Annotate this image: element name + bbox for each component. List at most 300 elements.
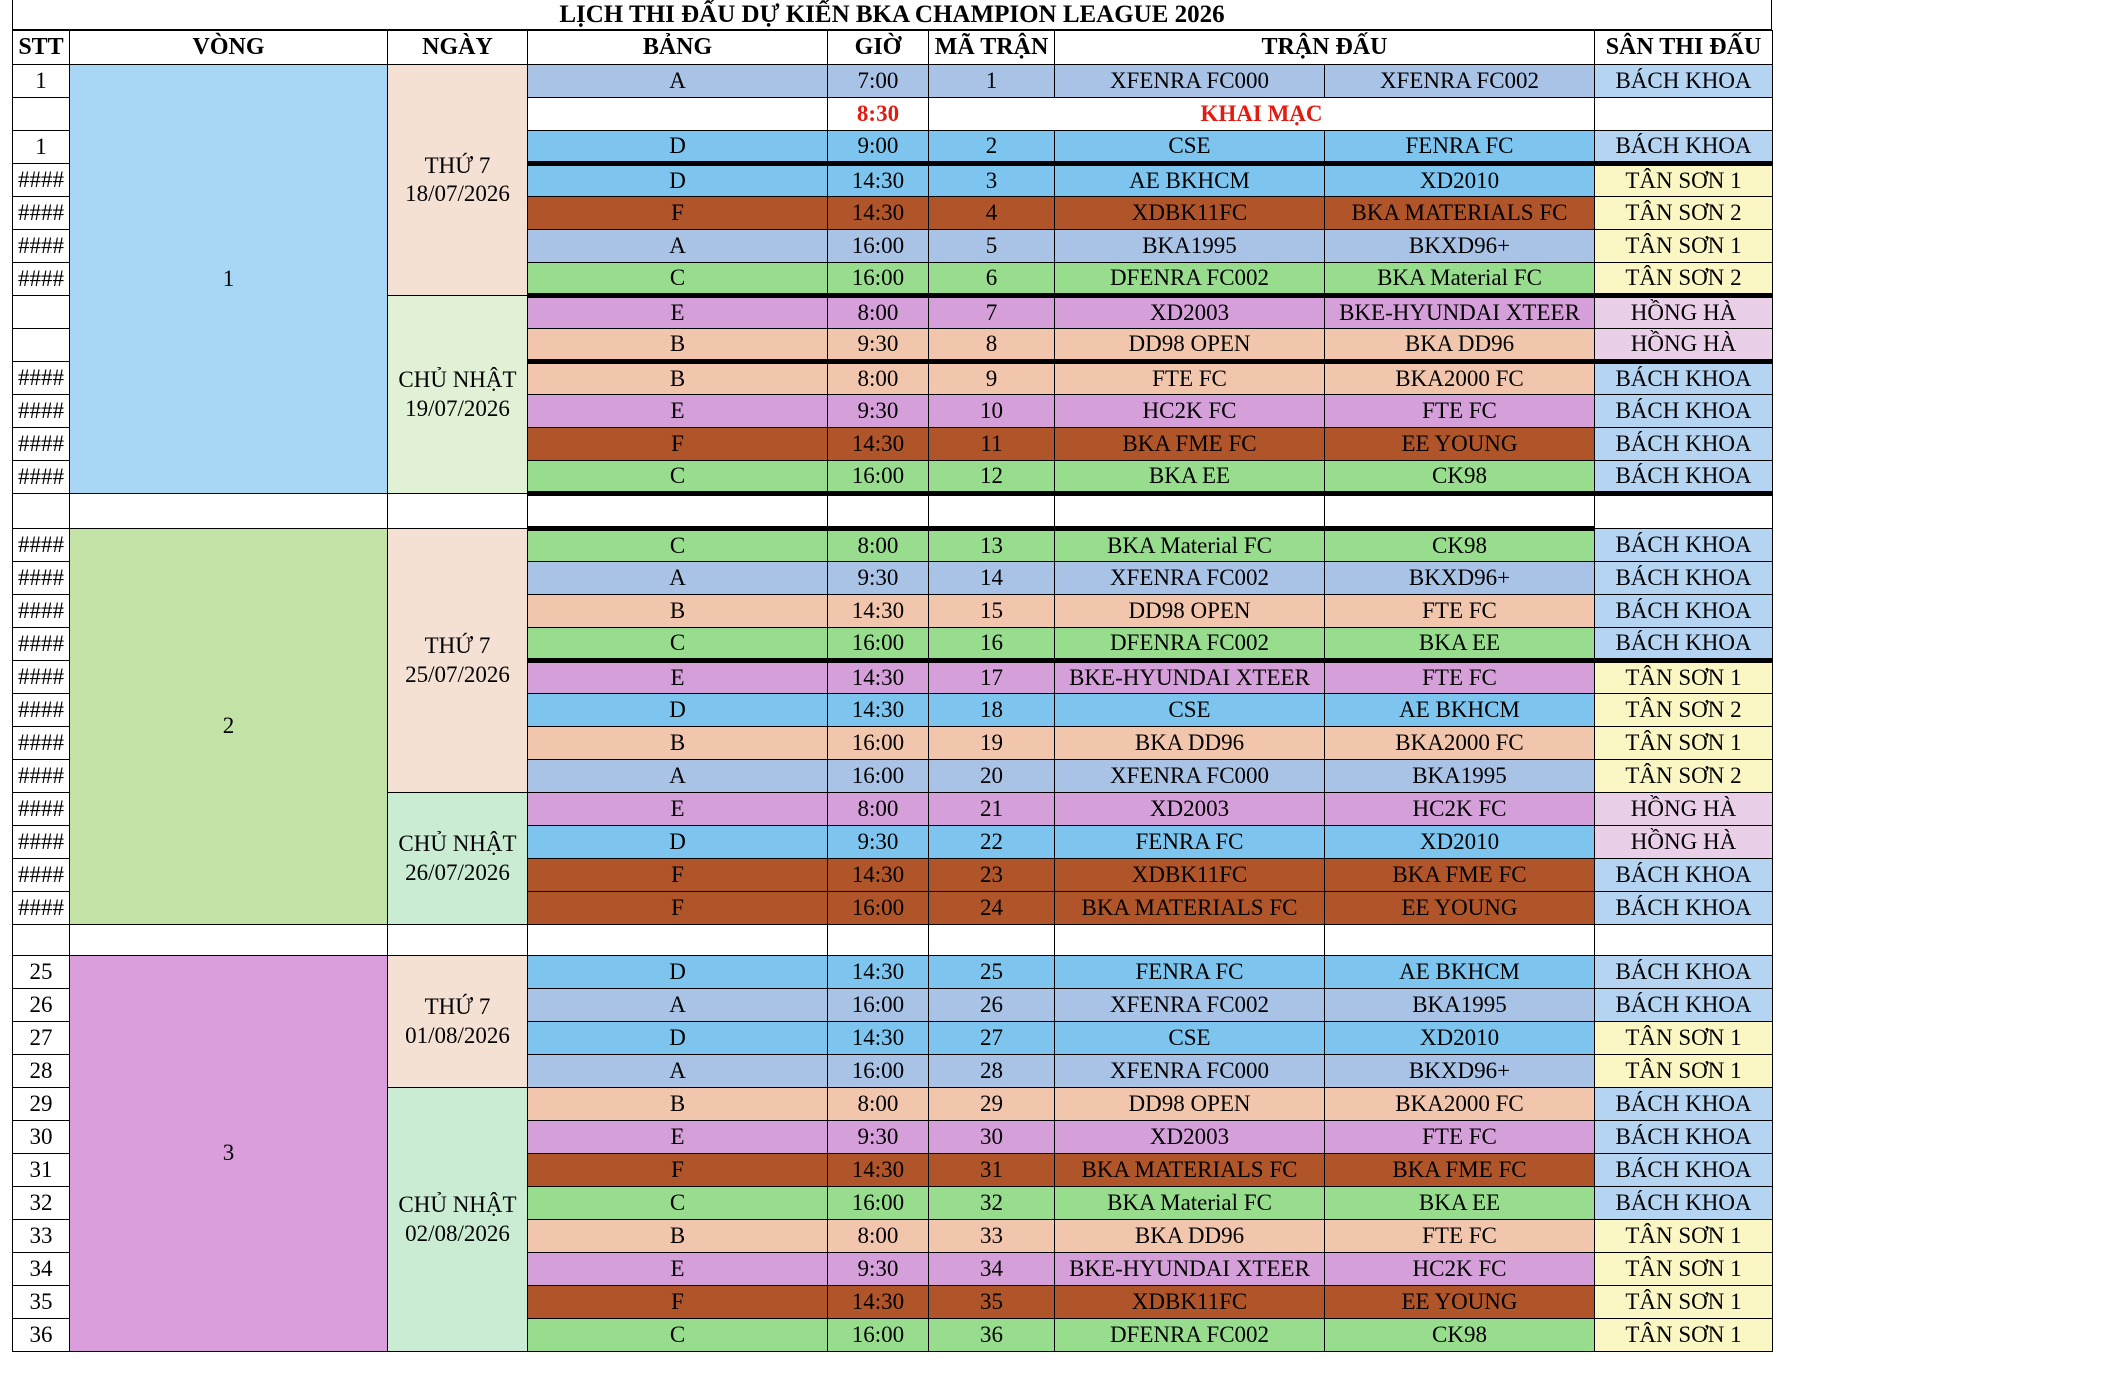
stt-cell: #### bbox=[13, 197, 70, 230]
home-team-cell: DD98 OPEN bbox=[1055, 595, 1325, 628]
home-team-cell: BKA MATERIALS FC bbox=[1055, 1154, 1325, 1187]
time-cell: 14:30 bbox=[828, 956, 929, 989]
group-cell: B bbox=[528, 595, 828, 628]
group-cell bbox=[528, 98, 828, 131]
home-team-cell: BKA DD96 bbox=[1055, 1220, 1325, 1253]
stt-cell: 36 bbox=[13, 1319, 70, 1352]
stt-cell: 31 bbox=[13, 1154, 70, 1187]
header-stt: STT bbox=[13, 31, 70, 65]
home-team-cell: BKA FME FC bbox=[1055, 428, 1325, 461]
stt-cell: 35 bbox=[13, 1286, 70, 1319]
away-team-cell: BKA2000 FC bbox=[1325, 1088, 1595, 1121]
venue-cell: BÁCH KHOA bbox=[1595, 1088, 1773, 1121]
away-team-cell: HC2K FC bbox=[1325, 1253, 1595, 1286]
match-id-cell: 26 bbox=[929, 989, 1055, 1022]
home-team-cell: BKA DD96 bbox=[1055, 727, 1325, 760]
stt-cell: #### bbox=[13, 892, 70, 925]
date-value: 18/07/2026 bbox=[405, 181, 510, 206]
match-id-cell: 2 bbox=[929, 131, 1055, 164]
time-cell: 14:30 bbox=[828, 1286, 929, 1319]
group-cell: C bbox=[528, 1187, 828, 1220]
stt-cell: #### bbox=[13, 230, 70, 263]
away-team-cell: FTE FC bbox=[1325, 661, 1595, 694]
group-cell: E bbox=[528, 296, 828, 329]
stt-cell bbox=[13, 98, 70, 131]
home-team-cell: XD2003 bbox=[1055, 296, 1325, 329]
stt-cell: #### bbox=[13, 727, 70, 760]
venue-cell: TÂN SƠN 1 bbox=[1595, 1319, 1773, 1352]
home-team-cell: XFENRA FC002 bbox=[1055, 562, 1325, 595]
away-team-cell: BKA EE bbox=[1325, 628, 1595, 661]
group-cell: A bbox=[528, 562, 828, 595]
time-cell: 16:00 bbox=[828, 1055, 929, 1088]
stt-cell: 1 bbox=[13, 131, 70, 164]
venue-cell: TÂN SƠN 2 bbox=[1595, 197, 1773, 230]
group-cell: C bbox=[528, 461, 828, 494]
venue-cell: BÁCH KHOA bbox=[1595, 892, 1773, 925]
time-cell: 14:30 bbox=[828, 661, 929, 694]
empty-cell bbox=[1595, 925, 1773, 956]
group-cell: A bbox=[528, 1055, 828, 1088]
date-value: 25/07/2026 bbox=[405, 661, 510, 687]
time-cell: 14:30 bbox=[828, 1154, 929, 1187]
home-team-cell: XDBK11FC bbox=[1055, 1286, 1325, 1319]
group-cell: A bbox=[528, 65, 828, 98]
home-team-cell: XD2003 bbox=[1055, 793, 1325, 826]
match-id-cell: 6 bbox=[929, 263, 1055, 296]
header-group: BẢNG bbox=[528, 31, 828, 65]
stt-cell: #### bbox=[13, 362, 70, 395]
time-cell: 7:00 bbox=[828, 65, 929, 98]
venue-cell: TÂN SƠN 1 bbox=[1595, 1253, 1773, 1286]
home-team-cell: XD2003 bbox=[1055, 1121, 1325, 1154]
away-team-cell: XD2010 bbox=[1325, 826, 1595, 859]
away-team-cell: AE BKHCM bbox=[1325, 956, 1595, 989]
empty-cell bbox=[528, 925, 828, 956]
venue-cell: BÁCH KHOA bbox=[1595, 1121, 1773, 1154]
empty-cell bbox=[70, 925, 388, 956]
time-cell: 8:00 bbox=[828, 793, 929, 826]
match-id-cell: 12 bbox=[929, 461, 1055, 494]
time-cell: 9:00 bbox=[828, 131, 929, 164]
round-cell: 2 bbox=[70, 529, 388, 925]
time-cell: 16:00 bbox=[828, 727, 929, 760]
stt-cell: #### bbox=[13, 562, 70, 595]
schedule-sheet bbox=[12, 0, 1772, 1394]
group-cell: D bbox=[528, 1022, 828, 1055]
away-team-cell: BKE-HYUNDAI XTEER bbox=[1325, 296, 1595, 329]
time-cell: 9:30 bbox=[828, 1253, 929, 1286]
empty-cell bbox=[929, 494, 1055, 529]
venue-cell: TÂN SƠN 1 bbox=[1595, 727, 1773, 760]
match-id-cell: 7 bbox=[929, 296, 1055, 329]
venue-cell: BÁCH KHOA bbox=[1595, 1187, 1773, 1220]
match-id-cell: 13 bbox=[929, 529, 1055, 562]
home-team-cell: DFENRA FC002 bbox=[1055, 1319, 1325, 1352]
empty-cell bbox=[1595, 494, 1773, 529]
group-cell: E bbox=[528, 661, 828, 694]
separator-row bbox=[13, 494, 1773, 529]
match-id-cell: 31 bbox=[929, 1154, 1055, 1187]
empty-cell bbox=[528, 494, 828, 529]
match-id-cell: 15 bbox=[929, 595, 1055, 628]
venue-cell: BÁCH KHOA bbox=[1595, 362, 1773, 395]
venue-cell: TÂN SƠN 1 bbox=[1595, 1286, 1773, 1319]
empty-cell bbox=[1325, 494, 1595, 529]
date-weekday: CHỦ NHẬT bbox=[398, 367, 517, 393]
match-id-cell: 16 bbox=[929, 628, 1055, 661]
date-weekday: CHỦ NHẬT bbox=[398, 831, 517, 857]
group-cell: E bbox=[528, 395, 828, 428]
time-cell: 16:00 bbox=[828, 1319, 929, 1352]
home-team-cell: BKA1995 bbox=[1055, 230, 1325, 263]
match-id-cell: 22 bbox=[929, 826, 1055, 859]
match-id-cell: 8 bbox=[929, 329, 1055, 362]
stt-cell: 29 bbox=[13, 1088, 70, 1121]
group-cell: F bbox=[528, 428, 828, 461]
empty-cell bbox=[70, 494, 388, 529]
away-team-cell: BKA MATERIALS FC bbox=[1325, 197, 1595, 230]
match-id-cell: 33 bbox=[929, 1220, 1055, 1253]
home-team-cell: BKE-HYUNDAI XTEER bbox=[1055, 661, 1325, 694]
match-id-cell: 1 bbox=[929, 65, 1055, 98]
stt-cell: 26 bbox=[13, 989, 70, 1022]
schedule-table bbox=[12, 30, 1773, 1352]
time-cell: 9:30 bbox=[828, 329, 929, 362]
group-cell: F bbox=[528, 892, 828, 925]
group-cell: A bbox=[528, 760, 828, 793]
match-id-cell: 9 bbox=[929, 362, 1055, 395]
time-cell: 14:30 bbox=[828, 1022, 929, 1055]
time-cell: 9:30 bbox=[828, 1121, 929, 1154]
match-id-cell: 36 bbox=[929, 1319, 1055, 1352]
away-team-cell: BKXD96+ bbox=[1325, 230, 1595, 263]
time-cell: 9:30 bbox=[828, 395, 929, 428]
match-id-cell: 11 bbox=[929, 428, 1055, 461]
header-match-id: MÃ TRẬN bbox=[929, 31, 1055, 65]
time-cell: 8:00 bbox=[828, 362, 929, 395]
stt-cell: #### bbox=[13, 529, 70, 562]
group-cell: F bbox=[528, 1286, 828, 1319]
date-value: 26/07/2026 bbox=[405, 859, 510, 885]
home-team-cell: XFENRA FC002 bbox=[1055, 989, 1325, 1022]
date-cell bbox=[388, 1088, 528, 1352]
empty-cell bbox=[828, 925, 929, 956]
group-cell: A bbox=[528, 989, 828, 1022]
away-team-cell: BKA2000 FC bbox=[1325, 362, 1595, 395]
home-team-cell: XFENRA FC000 bbox=[1055, 760, 1325, 793]
stt-cell: #### bbox=[13, 694, 70, 727]
home-team-cell: XDBK11FC bbox=[1055, 859, 1325, 892]
stt-cell: 27 bbox=[13, 1022, 70, 1055]
venue-cell: BÁCH KHOA bbox=[1595, 428, 1773, 461]
opening-label: KHAI MẠC bbox=[929, 98, 1595, 131]
match-id-cell: 25 bbox=[929, 956, 1055, 989]
empty-cell bbox=[1325, 925, 1595, 956]
stt-cell: 25 bbox=[13, 956, 70, 989]
date-cell bbox=[388, 956, 528, 1088]
time-cell: 14:30 bbox=[828, 428, 929, 461]
venue-cell: TÂN SƠN 2 bbox=[1595, 694, 1773, 727]
away-team-cell: BKXD96+ bbox=[1325, 562, 1595, 595]
stt-cell: #### bbox=[13, 760, 70, 793]
venue-cell: BÁCH KHOA bbox=[1595, 989, 1773, 1022]
group-cell: C bbox=[528, 529, 828, 562]
venue-cell: TÂN SƠN 1 bbox=[1595, 230, 1773, 263]
time-cell: 16:00 bbox=[828, 461, 929, 494]
venue-cell: TÂN SƠN 2 bbox=[1595, 263, 1773, 296]
away-team-cell: BKXD96+ bbox=[1325, 1055, 1595, 1088]
time-cell: 8:00 bbox=[828, 1220, 929, 1253]
stt-cell: #### bbox=[13, 428, 70, 461]
stt-cell: #### bbox=[13, 461, 70, 494]
stt-cell bbox=[13, 329, 70, 362]
time-cell: 16:00 bbox=[828, 230, 929, 263]
match-id-cell: 28 bbox=[929, 1055, 1055, 1088]
away-team-cell: BKA2000 FC bbox=[1325, 727, 1595, 760]
stt-cell: 1 bbox=[13, 65, 70, 98]
away-team-cell: EE YOUNG bbox=[1325, 1286, 1595, 1319]
round-cell: 1 bbox=[70, 65, 388, 494]
separator-row bbox=[13, 925, 1773, 956]
venue-cell: TÂN SƠN 1 bbox=[1595, 1220, 1773, 1253]
venue-cell: BÁCH KHOA bbox=[1595, 65, 1773, 98]
empty-cell bbox=[388, 925, 528, 956]
away-team-cell: BKA FME FC bbox=[1325, 1154, 1595, 1187]
away-team-cell: BKA1995 bbox=[1325, 989, 1595, 1022]
match-id-cell: 24 bbox=[929, 892, 1055, 925]
time-cell: 16:00 bbox=[828, 1187, 929, 1220]
time-cell: 16:00 bbox=[828, 989, 929, 1022]
away-team-cell: XD2010 bbox=[1325, 164, 1595, 197]
away-team-cell: BKA DD96 bbox=[1325, 329, 1595, 362]
match-id-cell: 23 bbox=[929, 859, 1055, 892]
header-row bbox=[13, 31, 1773, 65]
away-team-cell: FTE FC bbox=[1325, 395, 1595, 428]
venue-cell: HỒNG HÀ bbox=[1595, 296, 1773, 329]
venue-cell: HỒNG HÀ bbox=[1595, 793, 1773, 826]
round-cell: 3 bbox=[70, 956, 388, 1352]
time-cell: 14:30 bbox=[828, 197, 929, 230]
schedule-body bbox=[13, 65, 1773, 1352]
stt-cell: #### bbox=[13, 164, 70, 197]
time-cell: 16:00 bbox=[828, 628, 929, 661]
group-cell: B bbox=[528, 1220, 828, 1253]
stt-cell: 32 bbox=[13, 1187, 70, 1220]
match-id-cell: 14 bbox=[929, 562, 1055, 595]
home-team-cell: FENRA FC bbox=[1055, 956, 1325, 989]
venue-cell: TÂN SƠN 2 bbox=[1595, 760, 1773, 793]
away-team-cell: BKA EE bbox=[1325, 1187, 1595, 1220]
match-id-cell: 3 bbox=[929, 164, 1055, 197]
home-team-cell: HC2K FC bbox=[1055, 395, 1325, 428]
date-cell bbox=[388, 296, 528, 494]
venue-cell: TÂN SƠN 1 bbox=[1595, 164, 1773, 197]
venue-cell: HỒNG HÀ bbox=[1595, 826, 1773, 859]
home-team-cell: DD98 OPEN bbox=[1055, 329, 1325, 362]
venue-cell: BÁCH KHOA bbox=[1595, 1154, 1773, 1187]
stt-cell: #### bbox=[13, 395, 70, 428]
venue-cell: BÁCH KHOA bbox=[1595, 461, 1773, 494]
match-id-cell: 17 bbox=[929, 661, 1055, 694]
home-team-cell: CSE bbox=[1055, 1022, 1325, 1055]
stt-cell: #### bbox=[13, 859, 70, 892]
group-cell: E bbox=[528, 1121, 828, 1154]
away-team-cell: CK98 bbox=[1325, 461, 1595, 494]
match-row bbox=[13, 956, 1773, 989]
match-id-cell: 21 bbox=[929, 793, 1055, 826]
empty-cell bbox=[1055, 925, 1325, 956]
match-row bbox=[13, 65, 1773, 98]
date-cell bbox=[388, 529, 528, 793]
group-cell: B bbox=[528, 362, 828, 395]
date-value: 19/07/2026 bbox=[405, 395, 510, 421]
group-cell: C bbox=[528, 1319, 828, 1352]
match-id-cell: 27 bbox=[929, 1022, 1055, 1055]
time-cell: 14:30 bbox=[828, 694, 929, 727]
stt-cell: 28 bbox=[13, 1055, 70, 1088]
group-cell: A bbox=[528, 230, 828, 263]
stt-cell: 33 bbox=[13, 1220, 70, 1253]
away-team-cell: FTE FC bbox=[1325, 1220, 1595, 1253]
match-id-cell: 19 bbox=[929, 727, 1055, 760]
venue-cell: HỒNG HÀ bbox=[1595, 329, 1773, 362]
home-team-cell: AE BKHCM bbox=[1055, 164, 1325, 197]
away-team-cell: XD2010 bbox=[1325, 1022, 1595, 1055]
empty-cell bbox=[929, 925, 1055, 956]
home-team-cell: XDBK11FC bbox=[1055, 197, 1325, 230]
time-cell: 14:30 bbox=[828, 595, 929, 628]
match-id-cell: 5 bbox=[929, 230, 1055, 263]
group-cell: D bbox=[528, 956, 828, 989]
home-team-cell: FENRA FC bbox=[1055, 826, 1325, 859]
empty-cell bbox=[388, 494, 528, 529]
venue-cell: TÂN SƠN 1 bbox=[1595, 1055, 1773, 1088]
home-team-cell: BKE-HYUNDAI XTEER bbox=[1055, 1253, 1325, 1286]
venue-cell bbox=[1595, 98, 1773, 131]
group-cell: E bbox=[528, 793, 828, 826]
group-cell: D bbox=[528, 826, 828, 859]
home-team-cell: DD98 OPEN bbox=[1055, 1088, 1325, 1121]
time-cell: 14:30 bbox=[828, 859, 929, 892]
time-cell: 8:00 bbox=[828, 1088, 929, 1121]
stt-cell: #### bbox=[13, 826, 70, 859]
group-cell: B bbox=[528, 727, 828, 760]
group-cell: D bbox=[528, 694, 828, 727]
stt-cell: #### bbox=[13, 661, 70, 694]
home-team-cell: XFENRA FC000 bbox=[1055, 65, 1325, 98]
away-team-cell: CK98 bbox=[1325, 529, 1595, 562]
match-id-cell: 10 bbox=[929, 395, 1055, 428]
home-team-cell: BKA Material FC bbox=[1055, 1187, 1325, 1220]
home-team-cell: BKA MATERIALS FC bbox=[1055, 892, 1325, 925]
home-team-cell: BKA EE bbox=[1055, 461, 1325, 494]
home-team-cell: XFENRA FC000 bbox=[1055, 1055, 1325, 1088]
stt-cell: #### bbox=[13, 595, 70, 628]
date-weekday: THỨ 7 bbox=[424, 633, 491, 659]
group-cell: F bbox=[528, 1154, 828, 1187]
match-id-cell: 34 bbox=[929, 1253, 1055, 1286]
away-team-cell: CK98 bbox=[1325, 1319, 1595, 1352]
venue-cell: BÁCH KHOA bbox=[1595, 131, 1773, 164]
time-cell: 9:30 bbox=[828, 826, 929, 859]
match-id-cell: 18 bbox=[929, 694, 1055, 727]
home-team-cell: FTE FC bbox=[1055, 362, 1325, 395]
match-row bbox=[13, 529, 1773, 562]
header-date: NGÀY bbox=[388, 31, 528, 65]
date-weekday: THỨ 7 bbox=[424, 994, 491, 1020]
stt-cell bbox=[13, 296, 70, 329]
group-cell: E bbox=[528, 1253, 828, 1286]
time-cell: 9:30 bbox=[828, 562, 929, 595]
date-value: 01/08/2026 bbox=[405, 1022, 510, 1048]
header-venue: SÂN THI ĐẤU bbox=[1595, 31, 1773, 65]
away-team-cell: EE YOUNG bbox=[1325, 892, 1595, 925]
venue-cell: BÁCH KHOA bbox=[1595, 395, 1773, 428]
sheet-title: LỊCH THI ĐẤU DỰ KIẾN BKA CHAMPION LEAGUE 2026 bbox=[12, 0, 1772, 30]
empty-cell bbox=[13, 494, 70, 529]
time-cell: 16:00 bbox=[828, 760, 929, 793]
venue-cell: BÁCH KHOA bbox=[1595, 859, 1773, 892]
header-time: GIỜ bbox=[828, 31, 929, 65]
away-team-cell: EE YOUNG bbox=[1325, 428, 1595, 461]
stt-cell: 30 bbox=[13, 1121, 70, 1154]
away-team-cell: FTE FC bbox=[1325, 1121, 1595, 1154]
home-team-cell: DFENRA FC002 bbox=[1055, 263, 1325, 296]
empty-cell bbox=[828, 494, 929, 529]
venue-cell: BÁCH KHOA bbox=[1595, 628, 1773, 661]
venue-cell: BÁCH KHOA bbox=[1595, 562, 1773, 595]
group-cell: B bbox=[528, 1088, 828, 1121]
group-cell: C bbox=[528, 263, 828, 296]
away-team-cell: FENRA FC bbox=[1325, 131, 1595, 164]
venue-cell: BÁCH KHOA bbox=[1595, 529, 1773, 562]
home-team-cell: CSE bbox=[1055, 694, 1325, 727]
away-team-cell: HC2K FC bbox=[1325, 793, 1595, 826]
group-cell: C bbox=[528, 628, 828, 661]
away-team-cell: BKA Material FC bbox=[1325, 263, 1595, 296]
group-cell: F bbox=[528, 859, 828, 892]
header-match: TRẬN ĐẤU bbox=[1055, 31, 1595, 65]
date-weekday: THỨ 7 bbox=[424, 152, 491, 178]
date-cell bbox=[388, 793, 528, 925]
empty-cell bbox=[13, 925, 70, 956]
match-id-cell: 20 bbox=[929, 760, 1055, 793]
stt-cell: #### bbox=[13, 793, 70, 826]
away-team-cell: XFENRA FC002 bbox=[1325, 65, 1595, 98]
group-cell: D bbox=[528, 164, 828, 197]
date-cell bbox=[388, 65, 528, 296]
home-team-cell: CSE bbox=[1055, 131, 1325, 164]
stt-cell: #### bbox=[13, 263, 70, 296]
match-id-cell: 4 bbox=[929, 197, 1055, 230]
header-round: VÒNG bbox=[70, 31, 388, 65]
opening-time: 8:30 bbox=[828, 98, 929, 131]
match-id-cell: 29 bbox=[929, 1088, 1055, 1121]
date-value: 02/08/2026 bbox=[405, 1220, 510, 1246]
home-team-cell: DFENRA FC002 bbox=[1055, 628, 1325, 661]
time-cell: 16:00 bbox=[828, 892, 929, 925]
group-cell: F bbox=[528, 197, 828, 230]
venue-cell: BÁCH KHOA bbox=[1595, 956, 1773, 989]
venue-cell: TÂN SƠN 1 bbox=[1595, 1022, 1773, 1055]
date-weekday: CHỦ NHẬT bbox=[398, 1192, 517, 1218]
match-id-cell: 35 bbox=[929, 1286, 1055, 1319]
match-id-cell: 32 bbox=[929, 1187, 1055, 1220]
match-id-cell: 30 bbox=[929, 1121, 1055, 1154]
group-cell: B bbox=[528, 329, 828, 362]
group-cell: D bbox=[528, 131, 828, 164]
